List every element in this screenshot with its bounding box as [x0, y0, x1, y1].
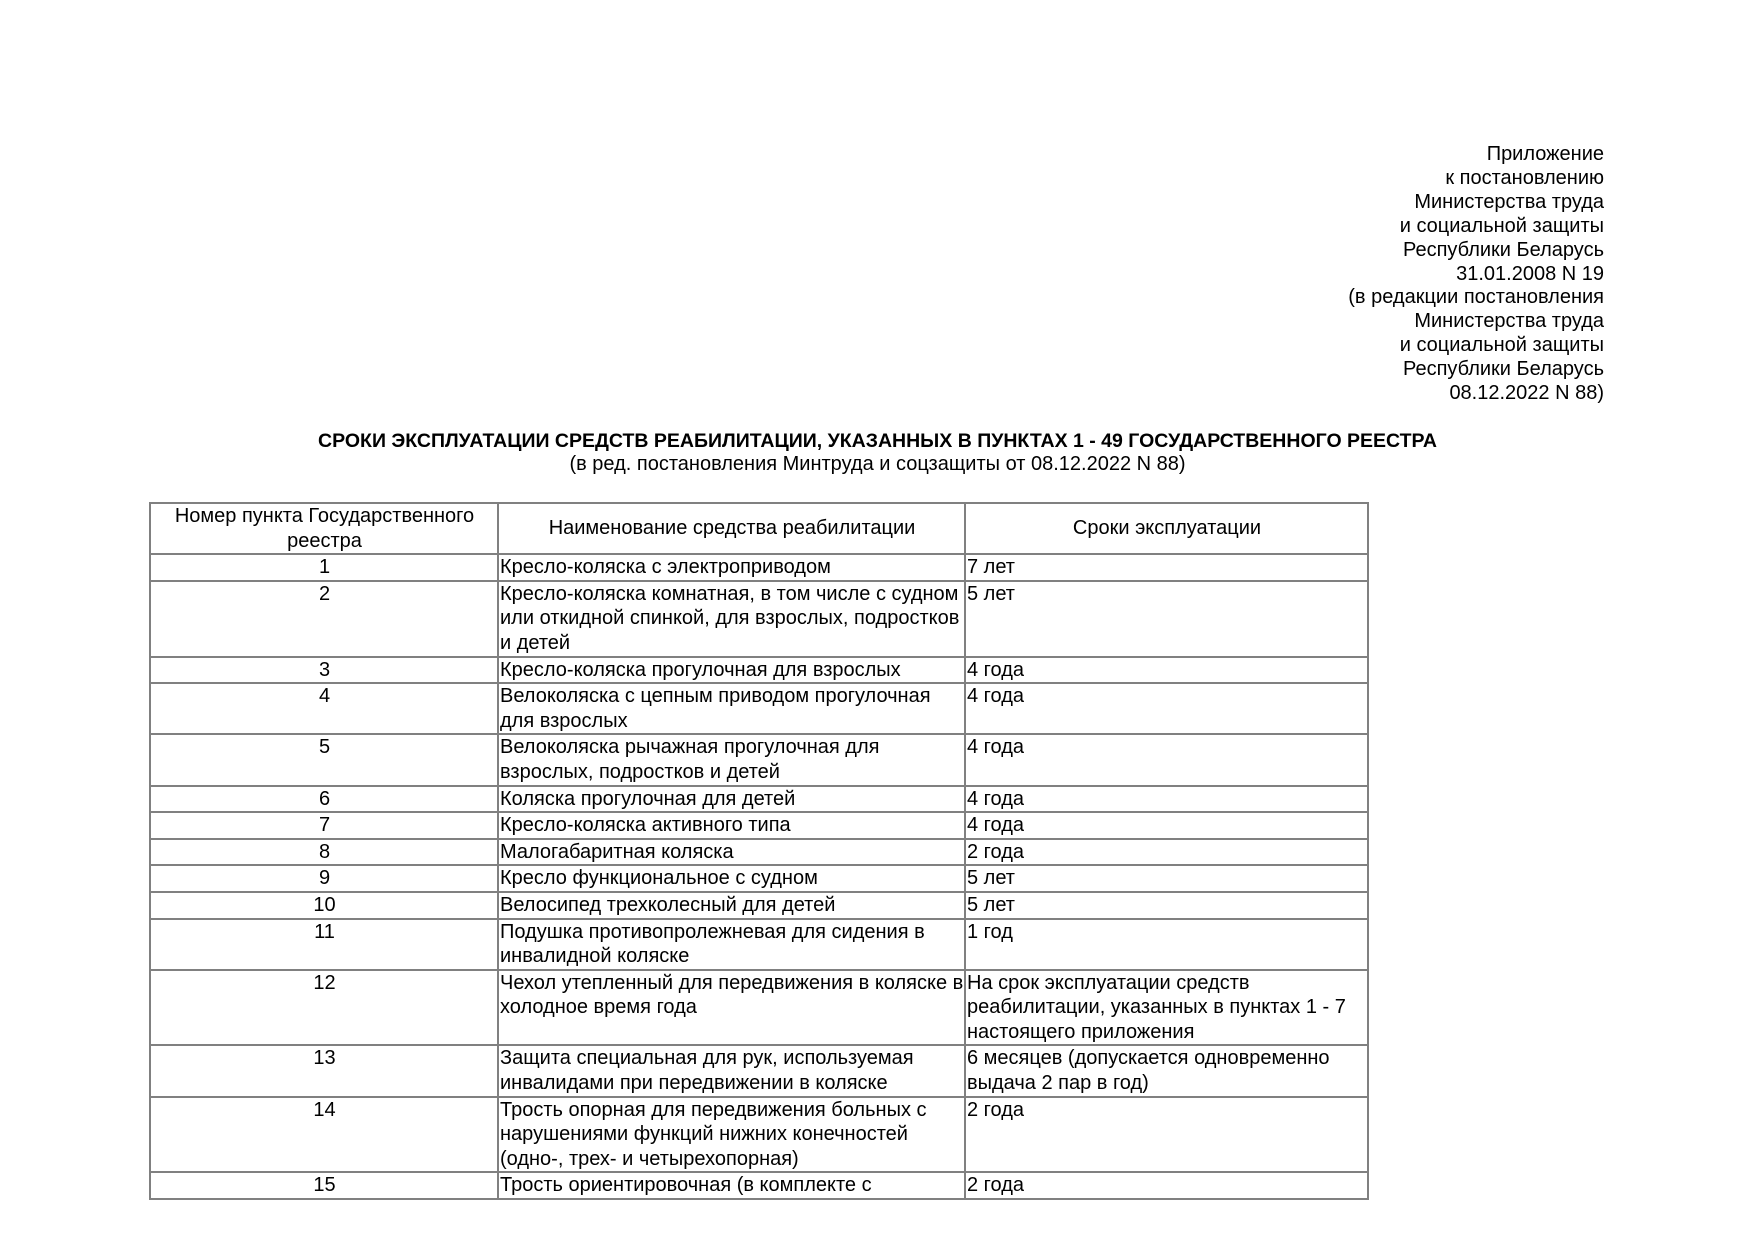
- table-row: [150, 581, 1368, 657]
- table-row: [150, 865, 1368, 892]
- registry-number-cell: 5: [150, 734, 498, 785]
- device-name-cell: Трость опорная для передвижения больных с нарушениями функций нижних конечностей (одно-, трех- и четырехопорная): [498, 1097, 965, 1173]
- column-header-device-name: Наименование средства реабилитации: [498, 503, 965, 554]
- device-name-cell: Подушка противопролежневая для сидения в инвалидной коляске: [498, 919, 965, 970]
- service-life-cell: 6 месяцев (допускается одновременно выдача 2 пар в год): [965, 1045, 1368, 1096]
- table-row: [150, 892, 1368, 919]
- device-name-cell: Велосипед трехколесный для детей: [498, 892, 965, 919]
- registry-number-cell: 12: [150, 970, 498, 1046]
- appendix-line: (в редакции постановления: [1348, 286, 1604, 309]
- device-name-cell: Чехол утепленный для передвижения в коляске в холодное время года: [498, 970, 965, 1046]
- device-name-cell: Малогабаритная коляска: [498, 839, 965, 866]
- device-name-cell: Защита специальная для рук, используемая инвалидами при передвижении в коляске: [498, 1045, 965, 1096]
- service-life-cell: 2 года: [965, 1097, 1368, 1173]
- service-life-cell: 4 года: [965, 734, 1368, 785]
- appendix-line: Республики Беларусь: [1403, 238, 1604, 261]
- table-header-row: [150, 503, 1368, 554]
- appendix-line: и социальной защиты: [1399, 334, 1604, 357]
- table-row: [150, 1097, 1368, 1173]
- service-life-cell: 2 года: [965, 839, 1368, 866]
- service-life-table: [149, 502, 1369, 1200]
- table-row: [150, 786, 1368, 813]
- service-life-cell: 4 года: [965, 812, 1368, 839]
- table-row: [150, 734, 1368, 785]
- service-life-cell: 4 года: [965, 657, 1368, 684]
- registry-number-cell: 15: [150, 1172, 498, 1199]
- registry-number-cell: 7: [150, 812, 498, 839]
- registry-number-cell: 10: [150, 892, 498, 919]
- table-row: [150, 1045, 1368, 1096]
- registry-number-cell: 2: [150, 581, 498, 657]
- registry-number-cell: 9: [150, 865, 498, 892]
- registry-number-cell: 1: [150, 554, 498, 581]
- service-life-cell: 4 года: [965, 683, 1368, 734]
- table-row: [150, 919, 1368, 970]
- appendix-line: и социальной защиты: [1399, 214, 1604, 237]
- registry-number-cell: 6: [150, 786, 498, 813]
- appendix-line: Приложение: [1486, 143, 1604, 165]
- service-life-cell: 5 лет: [965, 892, 1368, 919]
- appendix-line: 31.01.2008 N 19: [1456, 262, 1604, 285]
- column-header-registry-number: Номер пункта Государственного реестра: [150, 503, 498, 554]
- registry-number-cell: 8: [150, 839, 498, 866]
- appendix-reference-block: [1348, 143, 1604, 406]
- service-life-cell: 1 год: [965, 919, 1368, 970]
- device-name-cell: Велоколяска рычажная прогулочная для взрослых, подростков и детей: [498, 734, 965, 785]
- service-life-cell: 4 года: [965, 786, 1368, 813]
- table-row: [150, 1172, 1368, 1199]
- table-row: [150, 683, 1368, 734]
- appendix-line: 08.12.2022 N 88): [1449, 382, 1604, 405]
- service-life-cell: 7 лет: [965, 554, 1368, 581]
- registry-number-cell: 14: [150, 1097, 498, 1173]
- device-name-cell: Трость ориентировочная (в комплекте с: [498, 1172, 965, 1199]
- device-name-cell: Кресло-коляска комнатная, в том числе с судном или откидной спинкой, для взрослых, подростков и детей: [498, 581, 965, 657]
- table-row: [150, 812, 1368, 839]
- device-name-cell: Кресло-коляска с электроприводом: [498, 554, 965, 581]
- appendix-line: Министерства труда: [1414, 310, 1604, 333]
- document-subtitle: (в ред. постановления Минтруда и соцзащиты от 08.12.2022 N 88): [569, 453, 1186, 475]
- appendix-line: к постановлению: [1445, 166, 1604, 189]
- document-title: СРОКИ ЭКСПЛУАТАЦИИ СРЕДСТВ РЕАБИЛИТАЦИИ, УКАЗАННЫХ В ПУНКТАХ 1 - 49 ГОСУДАРСТВЕННОГО РЕЕСТРА: [318, 430, 1437, 452]
- device-name-cell: Кресло функциональное с судном: [498, 865, 965, 892]
- column-header-service-life: Сроки эксплуатации: [965, 503, 1368, 554]
- table-row: [150, 657, 1368, 684]
- service-life-cell: На срок эксплуатации средств реабилитации, указанных в пунктах 1 - 7 настоящего приложения: [965, 970, 1368, 1046]
- registry-number-cell: 11: [150, 919, 498, 970]
- table-row: [150, 839, 1368, 866]
- appendix-line: Министерства труда: [1414, 190, 1604, 213]
- device-name-cell: Кресло-коляска прогулочная для взрослых: [498, 657, 965, 684]
- table-row: [150, 970, 1368, 1046]
- registry-number-cell: 13: [150, 1045, 498, 1096]
- appendix-line: Республики Беларусь: [1403, 358, 1604, 381]
- device-name-cell: Велоколяска с цепным приводом прогулочная для взрослых: [498, 683, 965, 734]
- registry-number-cell: 4: [150, 683, 498, 734]
- device-name-cell: Кресло-коляска активного типа: [498, 812, 965, 839]
- device-name-cell: Коляска прогулочная для детей: [498, 786, 965, 813]
- registry-number-cell: 3: [150, 657, 498, 684]
- table-row: [150, 554, 1368, 581]
- service-life-cell: 5 лет: [965, 865, 1368, 892]
- service-life-cell: 5 лет: [965, 581, 1368, 657]
- service-life-cell: 2 года: [965, 1172, 1368, 1199]
